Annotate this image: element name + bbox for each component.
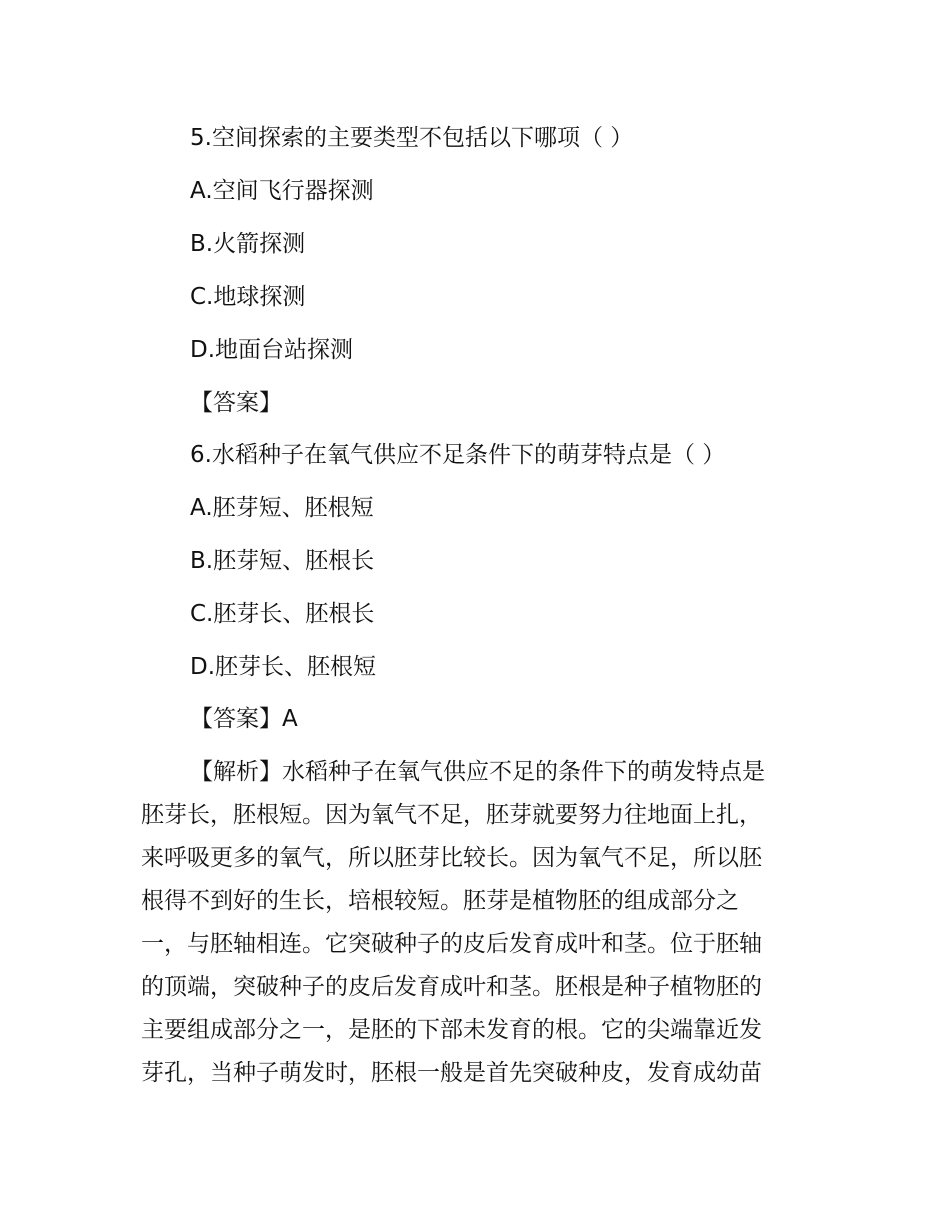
q5-option-d: D.地面台站探测 <box>190 337 354 363</box>
q5-answer: 【答案】 <box>190 390 282 416</box>
analysis-line: 的顶端，突破种子的皮后发育成叶和茎。胚根是种子植物胚的 <box>141 974 762 1000</box>
analysis-line: 胚芽长，胚根短。因为氧气不足，胚芽就要努力往地面上扎， <box>141 802 762 828</box>
q5-option-c: C.地球探测 <box>190 284 306 310</box>
analysis-line: 芽孔，当种子萌发时，胚根一般是首先突破种皮，发育成幼苗 <box>141 1060 762 1086</box>
analysis-line: 根得不到好的生长，培根较短。胚芽是植物胚的组成部分之 <box>141 888 739 914</box>
q6-option-c: C.胚芽长、胚根长 <box>190 601 375 627</box>
question-6-text: 6.水稻种子在氧气供应不足条件下的萌芽特点是（ ） <box>190 442 726 468</box>
q6-answer: 【答案】A <box>190 706 298 732</box>
analysis-line: 一，与胚轴相连。它突破种子的皮后发育成叶和茎。位于胚轴 <box>141 931 762 957</box>
q5-option-b: B.火箭探测 <box>190 231 306 257</box>
q6-option-d: D.胚芽长、胚根短 <box>190 654 377 680</box>
analysis-line: 来呼吸更多的氧气，所以胚芽比较长。因为氧气不足，所以胚 <box>141 845 762 871</box>
q6-option-b: B.胚芽短、胚根长 <box>190 548 375 574</box>
analysis-line: 【解析】水稻种子在氧气供应不足的条件下的萌发特点是 <box>190 759 765 785</box>
question-5-text: 5.空间探索的主要类型不包括以下哪项（ ） <box>190 125 634 151</box>
analysis-line: 主要组成部分之一，是胚的下部未发育的根。它的尖端靠近发 <box>141 1017 762 1043</box>
q5-option-a: A.空间飞行器探测 <box>190 178 374 204</box>
q6-option-a: A.胚芽短、胚根短 <box>190 495 374 521</box>
